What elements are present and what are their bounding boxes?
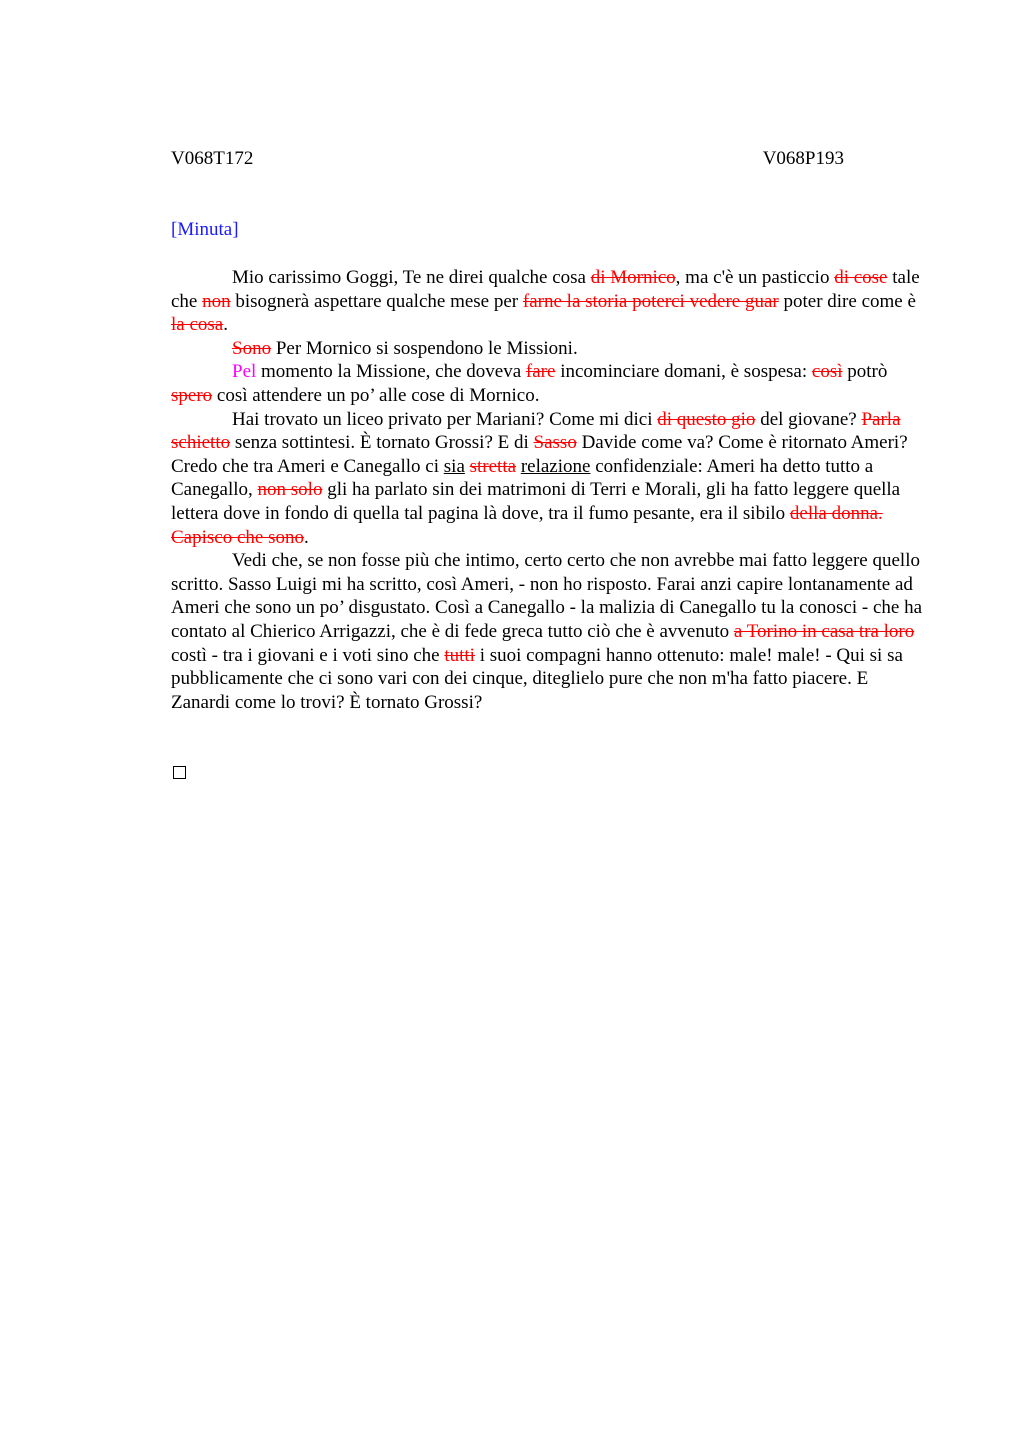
text-run: . (223, 314, 228, 336)
deleted-text: di Mornico (590, 267, 676, 288)
text-run: Davide come va? Come è ritornato Ameri? Credo che tra Ameri e Canegallo ci (171, 432, 908, 477)
text-run: momento la Missione, che doveva (256, 361, 526, 383)
text-run: Per Mornico si sospendono le Missioni. (271, 337, 578, 359)
deleted-text: della donna. Capisco che sono (171, 502, 883, 548)
minuta-label: [Minuta] (171, 219, 239, 240)
text-run: potrò (842, 361, 888, 383)
document-code: V068T172 (171, 148, 254, 169)
page-code: V068P193 (762, 148, 844, 169)
text-run: così attendere un po’ alle cose di Mornico. (212, 384, 540, 406)
text-run: Hai trovato un liceo privato per Mariani? Come mi dici (232, 408, 658, 430)
text-run: poter dire come è (778, 290, 916, 312)
paragraph-5 (171, 549, 931, 714)
deleted-text: di cose (834, 267, 888, 288)
deleted-text: stretta (469, 455, 517, 477)
paragraph-1 (171, 266, 931, 337)
deleted-text: di questo gio (657, 408, 756, 430)
text-run: gli ha parlato sin dei matrimoni di Terri e Morali, gli ha fatto leggere quella lettera dove in fondo di quella tal pagina là dove, tra il fumo pesante, era il sibilo (171, 479, 901, 524)
text-run: , ma c'è un pasticcio (675, 267, 835, 288)
checkbox-square-icon (173, 766, 186, 779)
text-run: . (303, 526, 309, 548)
paragraph-3 (171, 360, 931, 407)
text-run: confidenziale: Ameri ha detto tutto a Canegallo, (171, 455, 874, 501)
text-run: i suoi compagni hanno ottenuto: male! male! - Qui si sa pubblicamente che ci sono vari con dei cinque, diteglielo pure che non m'ha fatto piacere. E Zanardi come lo trovi? È tornato Grossi? (171, 644, 903, 713)
deleted-text: Sono (232, 337, 272, 359)
deleted-text: tutti (444, 644, 475, 666)
deleted-text: fare (525, 361, 556, 383)
page-header (171, 148, 844, 172)
text-run: costì - tra i giovani e i voti sino che (171, 644, 445, 666)
paragraph-4 (171, 408, 931, 550)
text-run: incominciare domani, è sospesa: (555, 361, 812, 383)
text-run: senza sottintesi. È tornato Grossi? E di (230, 432, 534, 454)
deleted-text: non (202, 290, 231, 312)
deleted-text: a Torino in casa tra loro (733, 620, 915, 642)
text-run: tale che (171, 267, 920, 312)
underlined-text: sia (443, 455, 465, 477)
inserted-text: Pel (232, 361, 257, 383)
deleted-text: farne la storia poterci vedere guar (522, 290, 779, 312)
deleted-text: Sasso (533, 432, 577, 454)
paragraph-2 (171, 337, 931, 361)
text-run: Mio carissimo Goggi, Te ne direi qualche cosa (232, 267, 591, 288)
text-run: bisognerà aspettare qualche mese per (230, 290, 523, 312)
text-run: del giovane? (755, 408, 862, 430)
deleted-text: la cosa (171, 314, 224, 336)
deleted-text: Parla schietto (171, 408, 901, 454)
underlined-text: relazione (520, 455, 591, 477)
deleted-text: così (811, 361, 843, 383)
text-run: Vedi che, se non fosse più che intimo, certo certo che non avrebbe mai fatto leggere quello scritto. Sasso Luigi mi ha scritto, così Ameri, - non ho risposto. Farai anzi capire lontanamente ad Ameri che sono un po’ disgustato. Così a Canegallo - la malizia di Canegallo tu la conosci - che ha contato al Chierico Arrigazzi, che è di fede greca tutto ciò che è avvenuto (171, 550, 923, 642)
deleted-text: spero (171, 384, 213, 406)
letter-body (171, 266, 931, 714)
deleted-text: non solo (257, 479, 323, 501)
